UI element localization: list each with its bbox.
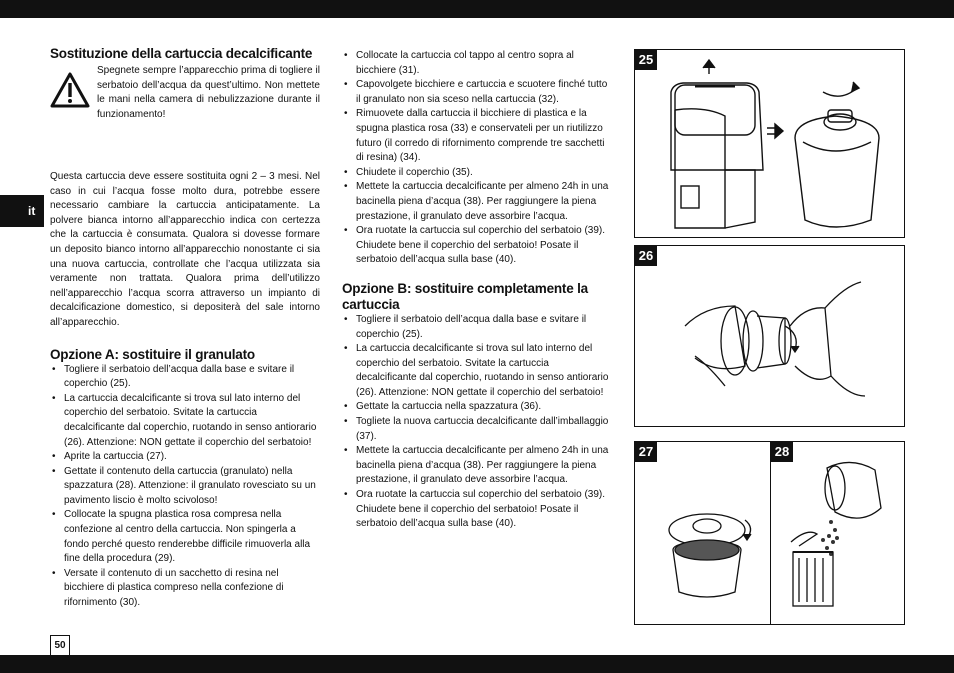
figure-number: 27 xyxy=(635,442,657,462)
list-item: • Togliete la nuova cartuccia decalcificante dall’imballaggio (37). xyxy=(342,415,610,444)
list-item: • La cartuccia decalcificante si trova sul lato interno del coperchio del serbatoio. Svitate la cartuccia decalcificante dal coperchio, ruotando in senso antiorario (26). Attenzione: NON gettate il coperchio del serbatoio! xyxy=(50,392,320,450)
language-tab: it xyxy=(0,195,44,227)
list-item: • Gettate la cartuccia nella spazzatura (36). xyxy=(342,400,610,415)
list-item: • Gettate il contenuto della cartuccia (granulato) nella spazzatura (28). Attenzione: il granulato rovesciato su un pavimento liscio è molto scivoloso! xyxy=(50,465,320,509)
figure-26 xyxy=(634,245,905,427)
list-item: • Aprite la cartuccia (27). xyxy=(50,450,320,465)
list-item: • Ora ruotate la cartuccia sul coperchio del serbatoio (39). Chiudete bene il coperchio del serbatoio! Posate il serbatoio dell’acqua sulla base (40). xyxy=(342,488,610,532)
figure-number: 26 xyxy=(635,246,657,266)
list-item: • Ora ruotate la cartuccia sul coperchio del serbatoio (39). Chiudete bene il coperchio del serbatoio! Posate il serbatoio dell’acqua sulla base (40). xyxy=(342,224,610,268)
open-cartridge-illustration xyxy=(635,442,771,624)
figure-number: 25 xyxy=(635,50,657,70)
figure-28 xyxy=(770,441,905,625)
bottom-bar xyxy=(0,655,954,673)
list-item: • Capovolgete bicchiere e cartuccia e scuotere finché tutto il granulato non sia sceso nella cartuccia (32). xyxy=(342,78,610,107)
section-title: Sostituzione della cartuccia decalcificante xyxy=(50,46,313,61)
list-item: • Togliere il serbatoio dell’acqua dalla base e svitare il coperchio (25). xyxy=(50,363,320,392)
warning-text: Spegnete sempre l’apparecchio prima di togliere il serbatoio dell’acqua da quest’ultimo. Non mettete le mani nella camera di nebulizzazione durante il funzionamento! xyxy=(97,65,320,120)
option-b-title: Opzione B: sostituire completamente la cartuccia xyxy=(342,280,588,312)
column-left xyxy=(50,46,320,611)
warning-icon xyxy=(50,72,90,108)
warning-block xyxy=(50,64,320,140)
option-a-list-continued xyxy=(342,49,610,268)
figure-25 xyxy=(634,49,905,238)
humidifier-tank-illustration xyxy=(635,50,904,237)
list-item: • La cartuccia decalcificante si trova sul lato interno del coperchio del serbatoio. Svitate la cartuccia decalcificante dal coperchio, ruotando in senso antiorario (26). Attenzione: NON gettate il coperchio del serbatoio! xyxy=(342,342,610,400)
option-b-list xyxy=(342,313,610,532)
list-item: • Collocate la spugna plastica rosa compresa nella confezione al centro della cartuccia. Non spingerla a fondo perché questo renderebbe difficile rimuoverla alla fine della procedura (29). xyxy=(50,508,320,566)
empty-granulate-illustration xyxy=(771,442,904,624)
list-item: • Togliere il serbatoio dell’acqua dalla base e svitare il coperchio (25). xyxy=(342,313,610,342)
option-a-title: Opzione A: sostituire il granulato xyxy=(50,346,255,362)
page-number: 50 xyxy=(50,635,70,655)
top-bar xyxy=(0,0,954,18)
list-item: • Mettete la cartuccia decalcificante per almeno 24h in una bacinella piena d’acqua (38). Per raggiungere la piena prestazione, il granulato deve assorbire l’acqua. xyxy=(342,180,610,224)
list-item: • Collocate la cartuccia col tappo al centro sopra al bicchiere (31). xyxy=(342,49,610,78)
hands-unscrew-cartridge-illustration xyxy=(635,246,904,426)
list-item: • Mettete la cartuccia decalcificante per almeno 24h in una bacinella piena d’acqua (38). Per raggiungere la piena prestazione, il granulato deve assorbire l’acqua. xyxy=(342,444,610,488)
list-item: • Chiudete il coperchio (35). xyxy=(342,166,610,181)
intro-paragraph: Questa cartuccia deve essere sostituita ogni 2 – 3 mesi. Nel caso in cui l’acqua fosse molto dura, potrebbe essere necessario cambiare la cartuccia anticipatamente. La polvere bianca intorno all’apparecchio indica con certezza che la cartuccia è consumata. Qualora si dovesse formare un deposito bianco intorno all’apparecchio nonostante ci sia una nuova cartuccia, controllate che l’acqua utilizzata sia veramente non trattata. Qualora prima dell’utilizzo nell’apparecchio l’acqua scorra attraverso un impianto di decalcificazione domestico, si depositerà del sale intorno all’apparecchio. xyxy=(50,171,320,328)
list-item: • Versate il contenuto di un sacchetto di resina nel bicchiere di plastica compreso nella confezione di rifornimento (30). xyxy=(50,567,320,611)
list-item: • Rimuovete dalla cartuccia il bicchiere di plastica e la spugna plastica rosa (33) e conservateli per un riutilizzo futuro (il corredo di rifornimento comprende tre sacchetti di resina) (34). xyxy=(342,107,610,165)
figure-number: 28 xyxy=(771,442,793,462)
option-a-list xyxy=(50,363,320,611)
figure-27 xyxy=(634,441,772,625)
column-middle xyxy=(342,49,610,532)
